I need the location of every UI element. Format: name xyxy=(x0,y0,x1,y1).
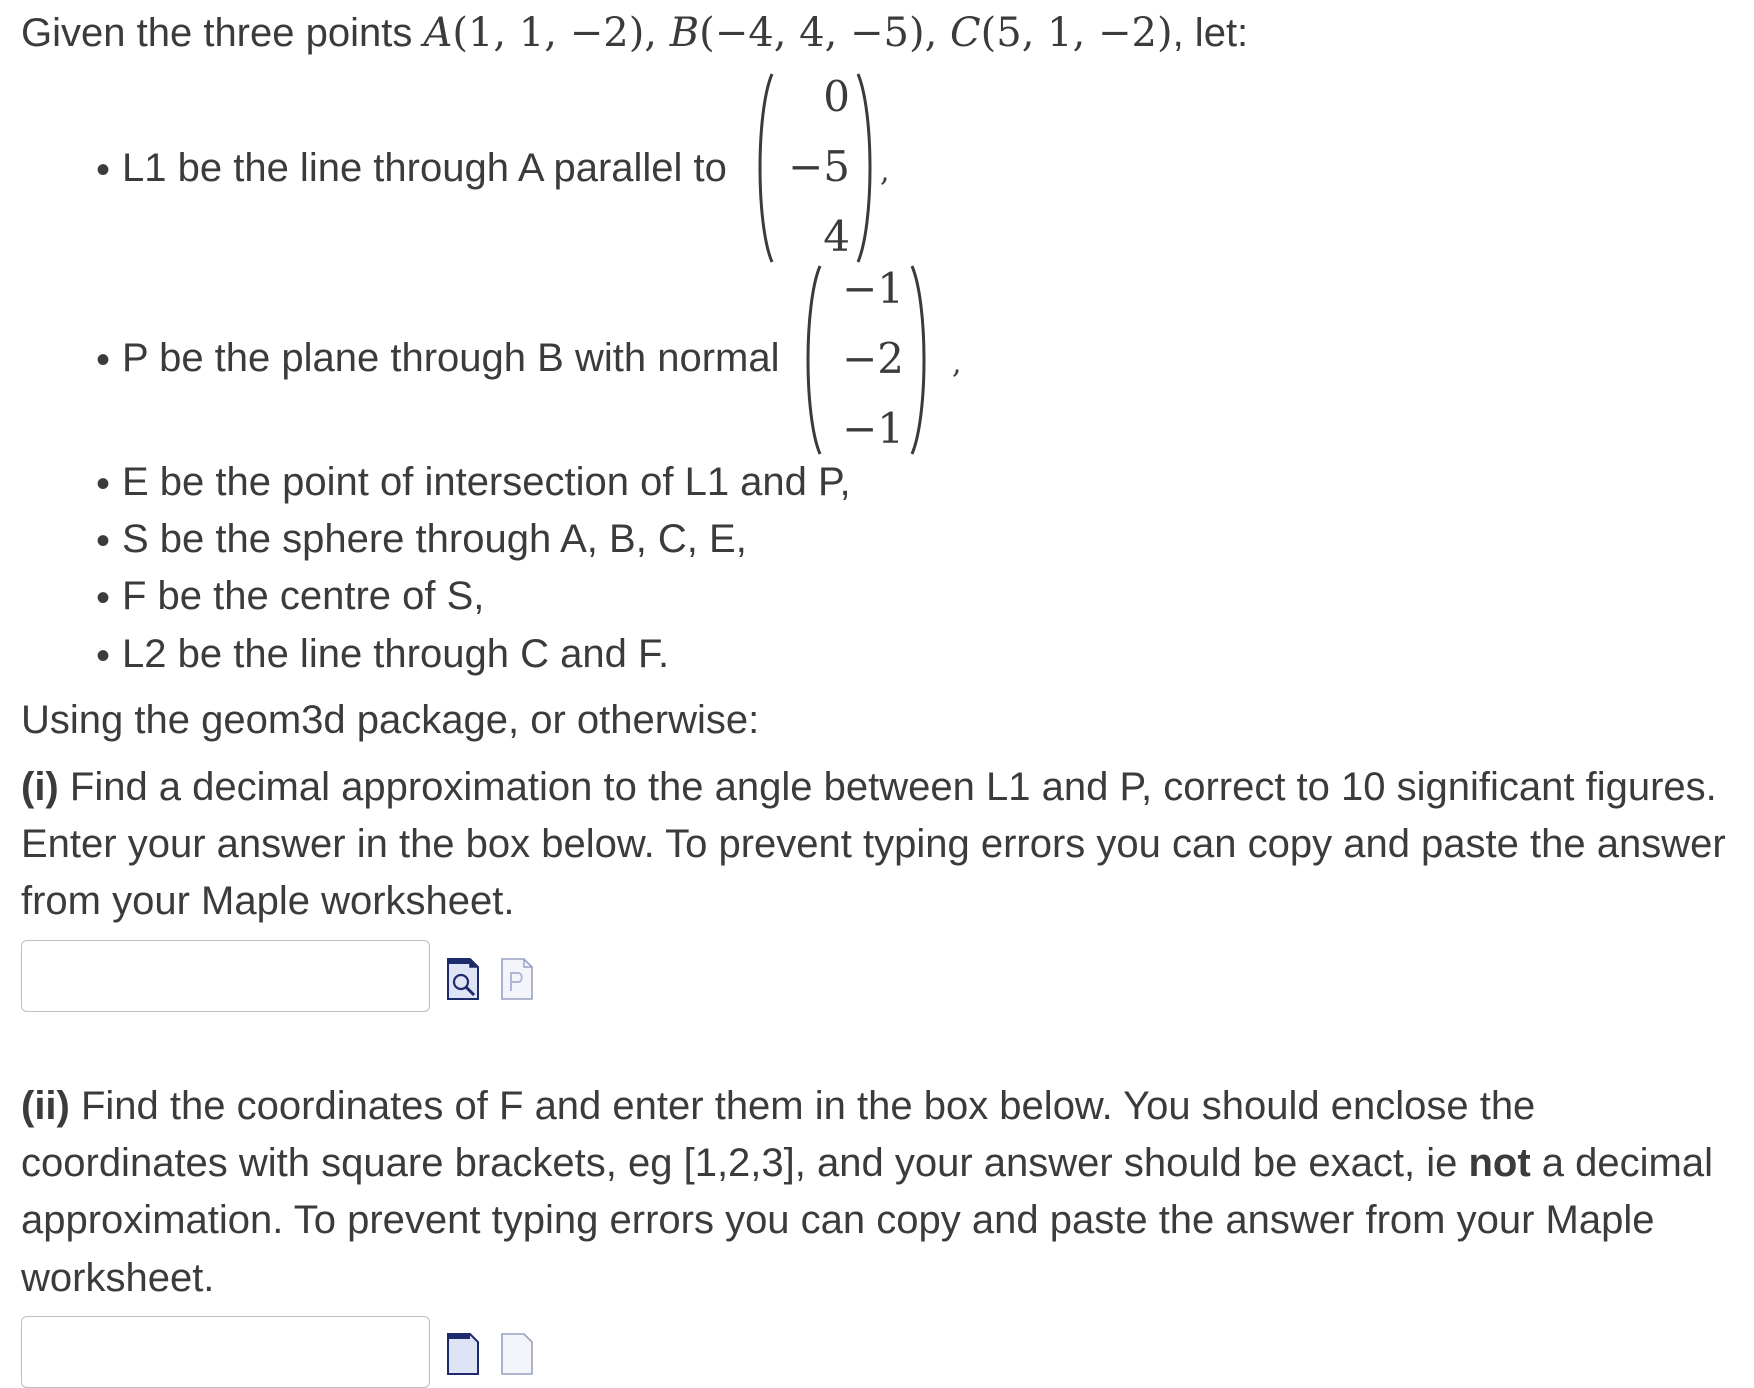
l1-direction-vector xyxy=(752,72,892,264)
question-i-line-3: from your Maple worksheet. xyxy=(21,879,515,923)
vector-component: −5 xyxy=(788,142,850,191)
vector-component: −2 xyxy=(842,334,904,383)
definition-p: P be the plane through B with normal xyxy=(122,336,780,380)
preview-icon[interactable] xyxy=(446,1332,480,1381)
answer-i-input[interactable] xyxy=(21,940,430,1012)
vector-component: −1 xyxy=(842,264,904,313)
definition-l1: L1 be the line through A parallel to xyxy=(122,146,727,190)
definition-s: S be the sphere through A, B, C, E, xyxy=(122,517,747,561)
question-ii-line-1: (ii) Find the coordinates of F and enter them in the box below. You should enclose the xyxy=(21,1084,1536,1128)
bullet-dot: • xyxy=(96,148,111,192)
bullet-dot: • xyxy=(96,576,111,620)
definition-f: F be the centre of S, xyxy=(122,574,485,618)
question-i-line-1: (i) Find a decimal approximation to the angle between L1 and P, correct to 10 significant figures. xyxy=(21,765,1717,809)
vector-component: 0 xyxy=(823,72,850,121)
question-ii-label: (ii) xyxy=(21,1084,70,1128)
preview-icon[interactable] xyxy=(446,957,480,1006)
intro-suffix: , let: xyxy=(1172,11,1249,55)
question-i-line-2: Enter your answer in the box below. To prevent typing errors you can copy and paste the answer xyxy=(21,822,1726,866)
comma: , xyxy=(952,346,962,381)
vector-component: −1 xyxy=(842,404,904,453)
question-i-label: (i) xyxy=(21,765,59,809)
answer-ii-input[interactable] xyxy=(21,1316,430,1388)
right-paren xyxy=(910,264,932,456)
emphasis-not: not xyxy=(1468,1141,1531,1185)
bullet-dot: • xyxy=(96,338,111,382)
vector-component: 4 xyxy=(823,212,850,261)
definition-l2: L2 be the line through C and F. xyxy=(122,632,670,676)
instructions: Using the geom3d package, or otherwise: xyxy=(21,698,760,742)
right-paren xyxy=(856,72,878,264)
point-c: C(5, 1, −2) xyxy=(950,10,1173,56)
bullet-dot: • xyxy=(96,462,111,506)
paste-icon[interactable] xyxy=(500,1332,534,1381)
paste-icon[interactable] xyxy=(500,957,534,1006)
bullet-dot: • xyxy=(96,519,111,563)
intro-line: Given the three points A(1, 1, −2), B(−4, 4, −5), C(5, 1, −2), let: xyxy=(21,10,1249,56)
p-normal-vector xyxy=(800,264,970,456)
comma: , xyxy=(880,154,890,189)
definition-e: E be the point of intersection of L1 and P, xyxy=(122,460,851,504)
question-ii-line-4: worksheet. xyxy=(21,1256,215,1300)
question-ii-line-2: coordinates with square brackets, eg [1,2,3], and your answer should be exact, ie not a decimal xyxy=(21,1141,1713,1185)
intro-prefix: Given the three points xyxy=(21,11,424,55)
bullet-dot: • xyxy=(96,634,111,678)
left-paren xyxy=(800,264,822,456)
question-ii-line-3: approximation. To prevent typing errors you can copy and paste the answer from your Maple xyxy=(21,1198,1655,1242)
point-b: B(−4, 4, −5) xyxy=(669,10,925,56)
point-a: A(1, 1, −2) xyxy=(423,10,645,56)
